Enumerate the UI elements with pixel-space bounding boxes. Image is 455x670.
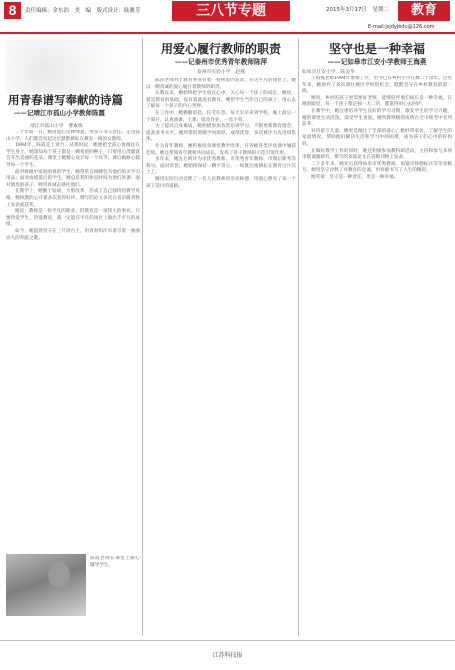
paragraph: 在教学中，她注重培养学生良好的学习习惯，激发学生的学习兴趣。她的课堂生动活泼，深受学生喜爱。她所教班级的成绩在全市统考中名列前茅。: [302, 108, 452, 128]
paragraph: 面对班级中家庭困难的学生，她常常自掏腰包为他们购买学习用品；面对成绩落后的学生，她总是利用休息时间为他们补课；面对调皮的孩子，她用真诚去感化他们。: [6, 169, 140, 188]
article1-byline: 靖江市孤山小学 曹素梅: [30, 124, 83, 129]
paragraph: 为了提高自身素质，她积极参加各类培训学习，不断更新教育理念，提高业务水平。她所带的班级学风浓厚，成绩优异，多次被评为先进班集体。: [146, 124, 296, 143]
paragraph: 在做好教学工作的同时，她还积极参加教科研活动，主持和参与多项市级课题研究，撰写的多篇论文在省级刊物上发表。: [302, 148, 452, 161]
article3-subtitle: ——记如皋市江安小学教师王海燕: [327, 58, 427, 66]
article2-byline: 泰州市实验小学 赵燕: [197, 70, 245, 75]
footer-rule: [0, 640, 455, 641]
paragraph: 多年来，她先后被评为市优秀教师、市优秀青年教师、市教坛新秀等称号。面对荣誉，她始终保持一颗平常心，一如既往地耕耘在教育这片沃土上。: [146, 157, 296, 176]
contact-email: E-mail:jsjdyjedu@126.com: [368, 24, 435, 30]
teacher-photo: [6, 554, 86, 616]
paragraph: 她用实际行动诠释了一名人民教师的崇高师德，用爱心照亮了每一个孩子前行的道路。: [146, 176, 296, 189]
article2-body: [146, 78, 296, 626]
paragraph: 对待留守儿童，她更是倾注了全部的爱心。她经常家访，了解学生的家庭情况，帮助他们解决生活和学习中的困难，成为孩子们心中的好妈妈。: [302, 128, 452, 147]
paragraph: 二十年如一日，她用爱心诠释师爱，用坚守书写责任。走进孤山小学，人们都会说起这位默默耕耘在教育一线的女教师。: [6, 130, 140, 142]
header-rule: [0, 32, 455, 34]
page-number: 8: [4, 2, 21, 19]
article3-byline: 如皋市江安小学 陆美华: [302, 70, 355, 75]
newspaper-name: 江苏科技报: [212, 652, 243, 659]
article1-subtitle: ——记靖江市孤山小学教师陈霞: [14, 109, 105, 117]
paragraph: 在教学上，她勤于钻研，大胆改革，形成了自己独特的教学风格。她执教的公开课多次获得好评，撰写的论文多次在省市级刊物上发表或获奖。: [6, 189, 140, 208]
decorative-flower-image: [6, 38, 140, 93]
editor-credits: 责任编辑：金东浩 美 编 版式设计：陆潍芳: [25, 8, 141, 14]
paragraph: 她常说：坚守是一种责任，更是一种幸福。: [311, 174, 399, 180]
paragraph: 陈萍老师对于教育事业有着一份执着的追求，在这平凡的岗位上，她以一颗真诚的爱心履行着教师的职责。: [146, 78, 296, 90]
paragraph: 从教以来，她始终把学生放在心中，关心每一个孩子的成长。她说，爱是教育的基础，没有爱就没有教育。她把学生当作自己的孩子，用心去了解每一个孩子的内心世界。: [146, 91, 296, 110]
paragraph: 作为青年教师，她积极投身课堂教学改革，在各级各类评优课中屡获佳绩。她还带领青年教师共同成长，发挥了骨干教师的示范引领作用。: [146, 143, 296, 156]
paragraph: 二十多年来，她先后获得如皋市优秀教师、南通市师德标兵等荣誉称号。她用坚守诠释了对教育的忠诚，用奉献书写了人生的精彩。: [302, 161, 452, 174]
paragraph: 如今，她依然坚守在三尺讲台上，用青春和汗水谱写着一曲曲动人的奉献之歌。: [6, 228, 140, 241]
article2-title: 用爱心履行教师的职责: [160, 42, 281, 56]
article2-subtitle: ——记泰州市优秀青年教师陈萍: [174, 58, 268, 66]
paragraph: 王海燕老师1994年参加工作，至今已在乡村小学任教二十余年。这些年来，她放弃了多次调往城区学校的机会，默默坚守在乡村教育的第一线。: [302, 76, 452, 95]
column-divider-2: [298, 38, 299, 636]
paragraph: 在工作中，她勤勤恳恳，任劳任怨。每天早早来到学校，晚上最后一个离开。认真备课、上课、批改作业，一丝不苟。: [146, 110, 296, 123]
article3-title: 坚守也是一种幸福: [328, 42, 425, 56]
paragraph: 1994年，陈霞走上讲台，从那时起，她便把全部心血倾注在学生身上。她深知每个孩子都是一颗希望的种子，只要用心浇灌就会开出美丽的花朵。课堂上她精心设计每一个环节，课后她耐心辅导每一个学生。: [6, 143, 140, 168]
paragraph: 她说：教师是一份平凡的职业，但教育是一项伟大的事业。只要热爱学生、热爱教育，就一定能在平凡的岗位上做出不平凡的成绩。: [6, 209, 140, 228]
article1-title: 用青春谱写奉献的诗篇: [8, 93, 123, 107]
issue-date: 2015年3月17日 星期二: [326, 7, 389, 13]
article1-body: [6, 130, 140, 550]
section-logo: 教育: [398, 1, 450, 21]
paragraph: 她说，乡村的孩子更需要好老师，能够陪伴他们成长是一种幸福。在她的眼里，每一个孩子都是独一无二的，都值得用心去呵护。: [302, 95, 452, 108]
photo-caption: 陈霞老师在课堂上耐心辅导学生。: [90, 556, 140, 568]
column-divider-1: [142, 38, 143, 636]
photo-figure: [48, 562, 70, 588]
article3-body: [302, 76, 452, 626]
section-title: 三八节专题: [172, 1, 290, 21]
